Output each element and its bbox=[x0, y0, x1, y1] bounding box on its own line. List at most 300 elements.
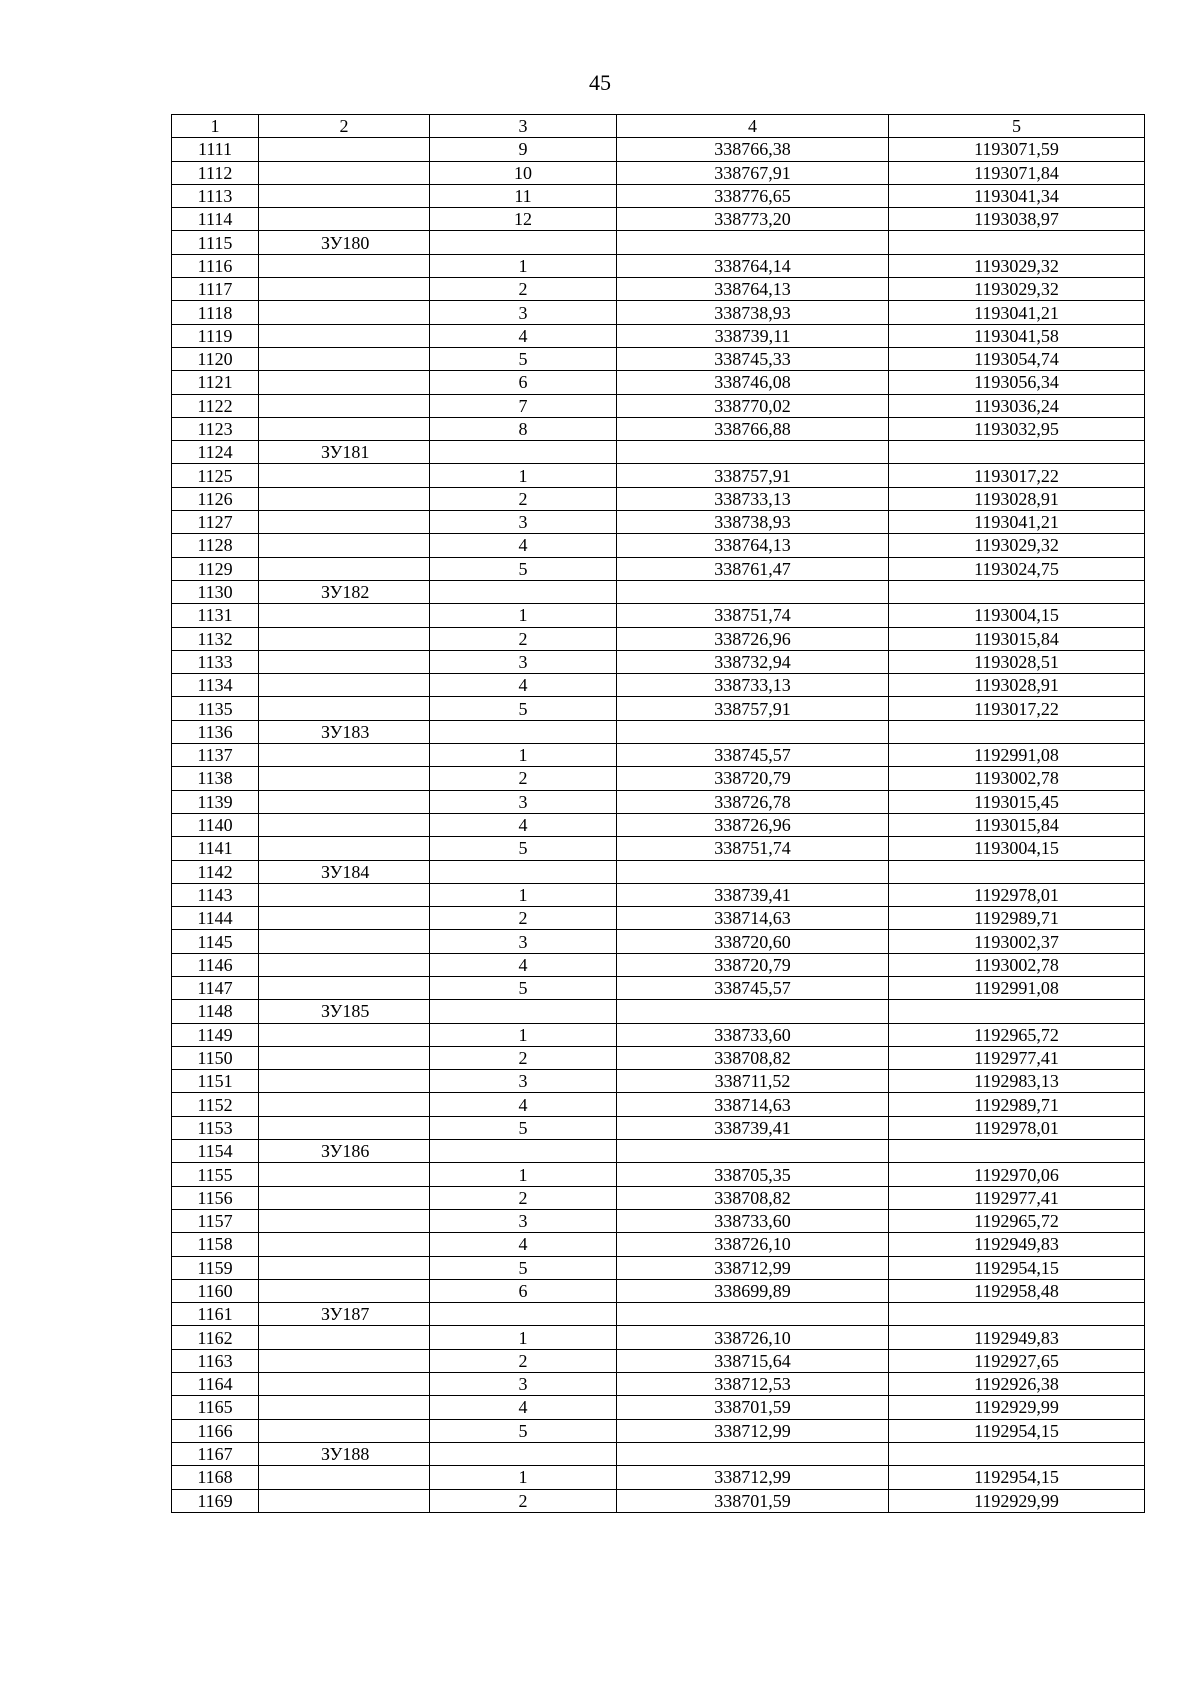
table-cell-col-4: 338708,82 bbox=[617, 1046, 889, 1069]
table-cell-col-3: 5 bbox=[430, 557, 617, 580]
table-cell-col-2 bbox=[259, 1163, 430, 1186]
table-cell-col-3: 1 bbox=[430, 464, 617, 487]
table-row bbox=[172, 231, 1145, 254]
table-row bbox=[172, 930, 1145, 953]
table-cell-col-2 bbox=[259, 1093, 430, 1116]
table-cell-col-1: 1114 bbox=[172, 208, 259, 231]
table-cell-col-5: 1192927,65 bbox=[889, 1349, 1145, 1372]
table-cell-col-5: 1192954,15 bbox=[889, 1419, 1145, 1442]
table-cell-col-3: 3 bbox=[430, 650, 617, 673]
table-row bbox=[172, 184, 1145, 207]
table-row bbox=[172, 1000, 1145, 1023]
table-cell-col-4: 338733,60 bbox=[617, 1209, 889, 1232]
table-row bbox=[172, 208, 1145, 231]
table-cell-col-2 bbox=[259, 837, 430, 860]
table-cell-col-3: 3 bbox=[430, 1070, 617, 1093]
table-cell-col-2 bbox=[259, 813, 430, 836]
table-cell-col-2: ЗУ188 bbox=[259, 1442, 430, 1465]
table-cell-col-3: 3 bbox=[430, 930, 617, 953]
header-cell: 2 bbox=[259, 115, 430, 138]
table-cell-col-1: 1139 bbox=[172, 790, 259, 813]
table-cell-col-3: 1 bbox=[430, 1466, 617, 1489]
table-cell-col-4: 338761,47 bbox=[617, 557, 889, 580]
table-cell-col-4: 338745,57 bbox=[617, 976, 889, 999]
table-cell-col-3: 4 bbox=[430, 1093, 617, 1116]
header-cell: 3 bbox=[430, 115, 617, 138]
table-cell-col-2: ЗУ183 bbox=[259, 720, 430, 743]
table-row bbox=[172, 161, 1145, 184]
table-cell-col-5: 1193056,34 bbox=[889, 371, 1145, 394]
table-cell-col-4: 338764,13 bbox=[617, 278, 889, 301]
header-cell: 5 bbox=[889, 115, 1145, 138]
table-cell-col-5: 1193017,22 bbox=[889, 697, 1145, 720]
table-row bbox=[172, 883, 1145, 906]
table-row bbox=[172, 1046, 1145, 1069]
table-cell-col-1: 1150 bbox=[172, 1046, 259, 1069]
table-cell-col-1: 1126 bbox=[172, 487, 259, 510]
table-cell-col-3: 1 bbox=[430, 883, 617, 906]
table-cell-col-3: 3 bbox=[430, 511, 617, 534]
table-cell-col-5: 1192929,99 bbox=[889, 1489, 1145, 1512]
table-cell-col-3: 5 bbox=[430, 1256, 617, 1279]
table-cell-col-3: 5 bbox=[430, 697, 617, 720]
table-cell-col-4: 338712,99 bbox=[617, 1256, 889, 1279]
table-cell-col-2 bbox=[259, 790, 430, 813]
table-cell-col-5 bbox=[889, 1303, 1145, 1326]
table-cell-col-1: 1133 bbox=[172, 650, 259, 673]
table-cell-col-3: 2 bbox=[430, 907, 617, 930]
table-cell-col-2 bbox=[259, 487, 430, 510]
table-cell-col-4: 338738,93 bbox=[617, 301, 889, 324]
table-cell-col-2: ЗУ185 bbox=[259, 1000, 430, 1023]
page-number: 45 bbox=[589, 70, 611, 95]
table-cell-col-1: 1124 bbox=[172, 441, 259, 464]
table-cell-col-1: 1159 bbox=[172, 1256, 259, 1279]
table-cell-col-1: 1132 bbox=[172, 627, 259, 650]
table-row bbox=[172, 278, 1145, 301]
table-cell-col-4: 338708,82 bbox=[617, 1186, 889, 1209]
table-cell-col-5: 1193036,24 bbox=[889, 394, 1145, 417]
table-row bbox=[172, 1373, 1145, 1396]
table-cell-col-2 bbox=[259, 697, 430, 720]
table-cell-col-2 bbox=[259, 278, 430, 301]
table-cell-col-5: 1192989,71 bbox=[889, 1093, 1145, 1116]
table-cell-col-3 bbox=[430, 1140, 617, 1163]
table-cell-col-1: 1112 bbox=[172, 161, 259, 184]
table-row bbox=[172, 301, 1145, 324]
table-row bbox=[172, 557, 1145, 580]
table-cell-col-2 bbox=[259, 627, 430, 650]
table-row bbox=[172, 604, 1145, 627]
table-cell-col-4: 338745,33 bbox=[617, 347, 889, 370]
table-cell-col-5 bbox=[889, 441, 1145, 464]
table-cell-col-5: 1193041,21 bbox=[889, 301, 1145, 324]
table-cell-col-4: 338751,74 bbox=[617, 837, 889, 860]
table-cell-col-3: 1 bbox=[430, 254, 617, 277]
table-cell-col-1: 1162 bbox=[172, 1326, 259, 1349]
table-row bbox=[172, 394, 1145, 417]
table-cell-col-4 bbox=[617, 231, 889, 254]
table-cell-col-2 bbox=[259, 1186, 430, 1209]
table-row bbox=[172, 744, 1145, 767]
table-row bbox=[172, 417, 1145, 440]
table-cell-col-1: 1129 bbox=[172, 557, 259, 580]
table-cell-col-5: 1193071,84 bbox=[889, 161, 1145, 184]
table-cell-col-1: 1147 bbox=[172, 976, 259, 999]
table-cell-col-2 bbox=[259, 394, 430, 417]
table-cell-col-4 bbox=[617, 580, 889, 603]
table-cell-col-4: 338739,41 bbox=[617, 883, 889, 906]
table-cell-col-5: 1193015,45 bbox=[889, 790, 1145, 813]
table-cell-col-5: 1193004,15 bbox=[889, 837, 1145, 860]
table-cell-col-3: 2 bbox=[430, 1349, 617, 1372]
table-cell-col-3: 2 bbox=[430, 487, 617, 510]
table-row bbox=[172, 650, 1145, 673]
table-cell-col-2 bbox=[259, 883, 430, 906]
table-cell-col-3 bbox=[430, 580, 617, 603]
table-cell-col-4: 338732,94 bbox=[617, 650, 889, 673]
table-cell-col-3: 4 bbox=[430, 534, 617, 557]
table-cell-col-2 bbox=[259, 1233, 430, 1256]
table-cell-col-2 bbox=[259, 138, 430, 161]
table-cell-col-2 bbox=[259, 976, 430, 999]
table-cell-col-2 bbox=[259, 1466, 430, 1489]
table-cell-col-2 bbox=[259, 1373, 430, 1396]
table-cell-col-3: 4 bbox=[430, 674, 617, 697]
table-cell-col-1: 1123 bbox=[172, 417, 259, 440]
table-cell-col-2 bbox=[259, 1489, 430, 1512]
table-cell-col-1: 1149 bbox=[172, 1023, 259, 1046]
table-cell-col-2 bbox=[259, 417, 430, 440]
header-cell: 1 bbox=[172, 115, 259, 138]
table-cell-col-3: 5 bbox=[430, 976, 617, 999]
table-cell-col-3: 1 bbox=[430, 1023, 617, 1046]
table-cell-col-3: 3 bbox=[430, 1209, 617, 1232]
table-row bbox=[172, 953, 1145, 976]
table-cell-col-2: ЗУ181 bbox=[259, 441, 430, 464]
table-cell-col-4 bbox=[617, 1000, 889, 1023]
table-cell-col-4: 338726,10 bbox=[617, 1326, 889, 1349]
table-cell-col-3: 5 bbox=[430, 1116, 617, 1139]
table-cell-col-3 bbox=[430, 1303, 617, 1326]
table-cell-col-4: 338773,20 bbox=[617, 208, 889, 231]
table-cell-col-4: 338720,79 bbox=[617, 767, 889, 790]
table-cell-col-4: 338726,96 bbox=[617, 627, 889, 650]
table-row bbox=[172, 627, 1145, 650]
table-cell-col-3: 4 bbox=[430, 1396, 617, 1419]
table-cell-col-3: 8 bbox=[430, 417, 617, 440]
table-cell-col-2: ЗУ186 bbox=[259, 1140, 430, 1163]
table-cell-col-5: 1192983,13 bbox=[889, 1070, 1145, 1093]
table-cell-col-4: 338715,64 bbox=[617, 1349, 889, 1372]
table-cell-col-2 bbox=[259, 767, 430, 790]
table-cell-col-2 bbox=[259, 1349, 430, 1372]
table-cell-col-1: 1119 bbox=[172, 324, 259, 347]
table-cell-col-5: 1193028,51 bbox=[889, 650, 1145, 673]
table-row bbox=[172, 441, 1145, 464]
table-row bbox=[172, 1116, 1145, 1139]
table-cell-col-3: 6 bbox=[430, 371, 617, 394]
table-cell-col-3 bbox=[430, 1000, 617, 1023]
table-cell-col-1: 1157 bbox=[172, 1209, 259, 1232]
table-cell-col-4: 338726,96 bbox=[617, 813, 889, 836]
table-cell-col-5: 1192970,06 bbox=[889, 1163, 1145, 1186]
table-cell-col-2 bbox=[259, 1070, 430, 1093]
table-cell-col-3: 5 bbox=[430, 837, 617, 860]
table-cell-col-5: 1192949,83 bbox=[889, 1233, 1145, 1256]
table-row bbox=[172, 1233, 1145, 1256]
table-cell-col-4: 338720,60 bbox=[617, 930, 889, 953]
table-row bbox=[172, 1489, 1145, 1512]
table-row bbox=[172, 976, 1145, 999]
table-cell-col-3: 4 bbox=[430, 813, 617, 836]
table-row bbox=[172, 1279, 1145, 1302]
table-cell-col-1: 1154 bbox=[172, 1140, 259, 1163]
table-row bbox=[172, 511, 1145, 534]
table-row bbox=[172, 720, 1145, 743]
table-cell-col-5: 1193017,22 bbox=[889, 464, 1145, 487]
table-row bbox=[172, 1349, 1145, 1372]
table-cell-col-3: 2 bbox=[430, 1489, 617, 1512]
table-cell-col-2 bbox=[259, 744, 430, 767]
table-cell-col-5: 1192978,01 bbox=[889, 883, 1145, 906]
table-cell-col-3: 10 bbox=[430, 161, 617, 184]
table-cell-col-5: 1193041,21 bbox=[889, 511, 1145, 534]
table-cell-col-3: 1 bbox=[430, 604, 617, 627]
table-row bbox=[172, 1466, 1145, 1489]
table-cell-col-4: 338764,14 bbox=[617, 254, 889, 277]
table-cell-col-5: 1193024,75 bbox=[889, 557, 1145, 580]
table-cell-col-2 bbox=[259, 674, 430, 697]
table-cell-col-4: 338757,91 bbox=[617, 697, 889, 720]
table-cell-col-1: 1163 bbox=[172, 1349, 259, 1372]
table-cell-col-1: 1153 bbox=[172, 1116, 259, 1139]
table-cell-col-3: 2 bbox=[430, 1046, 617, 1069]
header-cell: 4 bbox=[617, 115, 889, 138]
table-row bbox=[172, 1209, 1145, 1232]
table-cell-col-4: 338770,02 bbox=[617, 394, 889, 417]
table-cell-col-4: 338705,35 bbox=[617, 1163, 889, 1186]
table-cell-col-2 bbox=[259, 1326, 430, 1349]
table-cell-col-4 bbox=[617, 441, 889, 464]
table-row bbox=[172, 138, 1145, 161]
table-cell-col-4: 338764,13 bbox=[617, 534, 889, 557]
table-row bbox=[172, 1023, 1145, 1046]
table-cell-col-2 bbox=[259, 1256, 430, 1279]
table-cell-col-4: 338776,65 bbox=[617, 184, 889, 207]
table-cell-col-2 bbox=[259, 650, 430, 673]
table-cell-col-1: 1161 bbox=[172, 1303, 259, 1326]
table-cell-col-1: 1168 bbox=[172, 1466, 259, 1489]
table-row bbox=[172, 697, 1145, 720]
table-cell-col-3: 2 bbox=[430, 278, 617, 301]
table-row bbox=[172, 324, 1145, 347]
table-cell-col-1: 1125 bbox=[172, 464, 259, 487]
table-row bbox=[172, 1419, 1145, 1442]
table-cell-col-2 bbox=[259, 1209, 430, 1232]
table-cell-col-1: 1160 bbox=[172, 1279, 259, 1302]
table-cell-col-1: 1117 bbox=[172, 278, 259, 301]
table-cell-col-3: 4 bbox=[430, 1233, 617, 1256]
table-cell-col-4: 338767,91 bbox=[617, 161, 889, 184]
table-row bbox=[172, 1070, 1145, 1093]
table-cell-col-4: 338726,78 bbox=[617, 790, 889, 813]
table-cell-col-5: 1193029,32 bbox=[889, 534, 1145, 557]
table-cell-col-3: 4 bbox=[430, 953, 617, 976]
table-cell-col-4: 338733,13 bbox=[617, 674, 889, 697]
table-header-row bbox=[172, 115, 1145, 138]
table-cell-col-5: 1193029,32 bbox=[889, 278, 1145, 301]
table-cell-col-2 bbox=[259, 953, 430, 976]
table-cell-col-5: 1193038,97 bbox=[889, 208, 1145, 231]
table-cell-col-2 bbox=[259, 907, 430, 930]
table-cell-col-4: 338738,93 bbox=[617, 511, 889, 534]
table-cell-col-4: 338739,41 bbox=[617, 1116, 889, 1139]
table-cell-col-4: 338712,99 bbox=[617, 1466, 889, 1489]
table-row bbox=[172, 907, 1145, 930]
table-cell-col-3: 3 bbox=[430, 301, 617, 324]
table-cell-col-5 bbox=[889, 231, 1145, 254]
table-cell-col-2 bbox=[259, 534, 430, 557]
table-cell-col-2 bbox=[259, 208, 430, 231]
table-cell-col-5: 1192977,41 bbox=[889, 1046, 1145, 1069]
table-cell-col-2 bbox=[259, 1046, 430, 1069]
table-cell-col-2 bbox=[259, 347, 430, 370]
table-cell-col-3: 5 bbox=[430, 347, 617, 370]
table-cell-col-4: 338714,63 bbox=[617, 907, 889, 930]
table-cell-col-5: 1193002,37 bbox=[889, 930, 1145, 953]
table-cell-col-4: 338766,88 bbox=[617, 417, 889, 440]
table-cell-col-1: 1120 bbox=[172, 347, 259, 370]
table-cell-col-1: 1138 bbox=[172, 767, 259, 790]
table-row bbox=[172, 1326, 1145, 1349]
table-row bbox=[172, 1163, 1145, 1186]
table-cell-col-3: 1 bbox=[430, 744, 617, 767]
table-row bbox=[172, 1140, 1145, 1163]
table-cell-col-1: 1148 bbox=[172, 1000, 259, 1023]
table-cell-col-2 bbox=[259, 1023, 430, 1046]
table-cell-col-5: 1193002,78 bbox=[889, 767, 1145, 790]
table-cell-col-5 bbox=[889, 860, 1145, 883]
table-cell-col-1: 1137 bbox=[172, 744, 259, 767]
table-cell-col-1: 1156 bbox=[172, 1186, 259, 1209]
table-cell-col-2 bbox=[259, 604, 430, 627]
table-cell-col-1: 1118 bbox=[172, 301, 259, 324]
table-cell-col-1: 1167 bbox=[172, 1442, 259, 1465]
table-row bbox=[172, 1303, 1145, 1326]
table-cell-col-1: 1144 bbox=[172, 907, 259, 930]
table-cell-col-1: 1145 bbox=[172, 930, 259, 953]
table-cell-col-4 bbox=[617, 1140, 889, 1163]
table-cell-col-4: 338745,57 bbox=[617, 744, 889, 767]
table-cell-col-5: 1193041,34 bbox=[889, 184, 1145, 207]
table-cell-col-5: 1192991,08 bbox=[889, 976, 1145, 999]
table-cell-col-5: 1193004,15 bbox=[889, 604, 1145, 627]
table-cell-col-1: 1131 bbox=[172, 604, 259, 627]
table-cell-col-4: 338751,74 bbox=[617, 604, 889, 627]
table-cell-col-4: 338701,59 bbox=[617, 1489, 889, 1512]
table-cell-col-5: 1193015,84 bbox=[889, 813, 1145, 836]
table-cell-col-5: 1193029,32 bbox=[889, 254, 1145, 277]
table-cell-col-5: 1193002,78 bbox=[889, 953, 1145, 976]
table-cell-col-2 bbox=[259, 557, 430, 580]
table-cell-col-4 bbox=[617, 860, 889, 883]
table-cell-col-1: 1136 bbox=[172, 720, 259, 743]
table-cell-col-4: 338733,60 bbox=[617, 1023, 889, 1046]
table-cell-col-5: 1192929,99 bbox=[889, 1396, 1145, 1419]
table-cell-col-4 bbox=[617, 1442, 889, 1465]
table-cell-col-2 bbox=[259, 1396, 430, 1419]
table-cell-col-3: 1 bbox=[430, 1163, 617, 1186]
table-cell-col-5: 1192978,01 bbox=[889, 1116, 1145, 1139]
table-cell-col-1: 1135 bbox=[172, 697, 259, 720]
table-cell-col-5: 1193041,58 bbox=[889, 324, 1145, 347]
table-cell-col-5: 1193028,91 bbox=[889, 674, 1145, 697]
table-row bbox=[172, 837, 1145, 860]
table-cell-col-1: 1115 bbox=[172, 231, 259, 254]
table-cell-col-5: 1193071,59 bbox=[889, 138, 1145, 161]
table-cell-col-5: 1192965,72 bbox=[889, 1023, 1145, 1046]
table-row bbox=[172, 487, 1145, 510]
table-cell-col-3: 12 bbox=[430, 208, 617, 231]
table-cell-col-1: 1169 bbox=[172, 1489, 259, 1512]
table-row bbox=[172, 254, 1145, 277]
table-cell-col-1: 1164 bbox=[172, 1373, 259, 1396]
table-cell-col-3: 5 bbox=[430, 1419, 617, 1442]
table-cell-col-3: 11 bbox=[430, 184, 617, 207]
table-cell-col-2: ЗУ187 bbox=[259, 1303, 430, 1326]
table-cell-col-5: 1192989,71 bbox=[889, 907, 1145, 930]
table-cell-col-4 bbox=[617, 720, 889, 743]
table-cell-col-4: 338699,89 bbox=[617, 1279, 889, 1302]
table-row bbox=[172, 1442, 1145, 1465]
table-cell-col-2 bbox=[259, 161, 430, 184]
table-cell-col-5: 1192954,15 bbox=[889, 1466, 1145, 1489]
table-cell-col-4 bbox=[617, 1303, 889, 1326]
table-cell-col-1: 1165 bbox=[172, 1396, 259, 1419]
table-cell-col-2 bbox=[259, 301, 430, 324]
table-cell-col-1: 1111 bbox=[172, 138, 259, 161]
table-cell-col-5: 1193054,74 bbox=[889, 347, 1145, 370]
table-cell-col-1: 1127 bbox=[172, 511, 259, 534]
table-cell-col-3 bbox=[430, 231, 617, 254]
table-cell-col-1: 1116 bbox=[172, 254, 259, 277]
table-cell-col-3: 7 bbox=[430, 394, 617, 417]
table-body bbox=[172, 138, 1145, 1513]
table-cell-col-1: 1121 bbox=[172, 371, 259, 394]
table-cell-col-5 bbox=[889, 1140, 1145, 1163]
table-cell-col-3: 2 bbox=[430, 1186, 617, 1209]
coordinates-table bbox=[171, 114, 1145, 1513]
table-cell-col-2 bbox=[259, 930, 430, 953]
table-cell-col-1: 1122 bbox=[172, 394, 259, 417]
table-cell-col-5: 1193015,84 bbox=[889, 627, 1145, 650]
table-row bbox=[172, 1256, 1145, 1279]
table-row bbox=[172, 1396, 1145, 1419]
table-cell-col-2 bbox=[259, 1279, 430, 1302]
table-cell-col-4: 338726,10 bbox=[617, 1233, 889, 1256]
table-cell-col-3 bbox=[430, 441, 617, 464]
table-cell-col-2: ЗУ184 bbox=[259, 860, 430, 883]
table-cell-col-4: 338739,11 bbox=[617, 324, 889, 347]
table-cell-col-1: 1152 bbox=[172, 1093, 259, 1116]
table-cell-col-1: 1141 bbox=[172, 837, 259, 860]
table-cell-col-2: ЗУ180 bbox=[259, 231, 430, 254]
table-row bbox=[172, 860, 1145, 883]
table-cell-col-3 bbox=[430, 860, 617, 883]
table-row bbox=[172, 1186, 1145, 1209]
table-cell-col-3 bbox=[430, 720, 617, 743]
